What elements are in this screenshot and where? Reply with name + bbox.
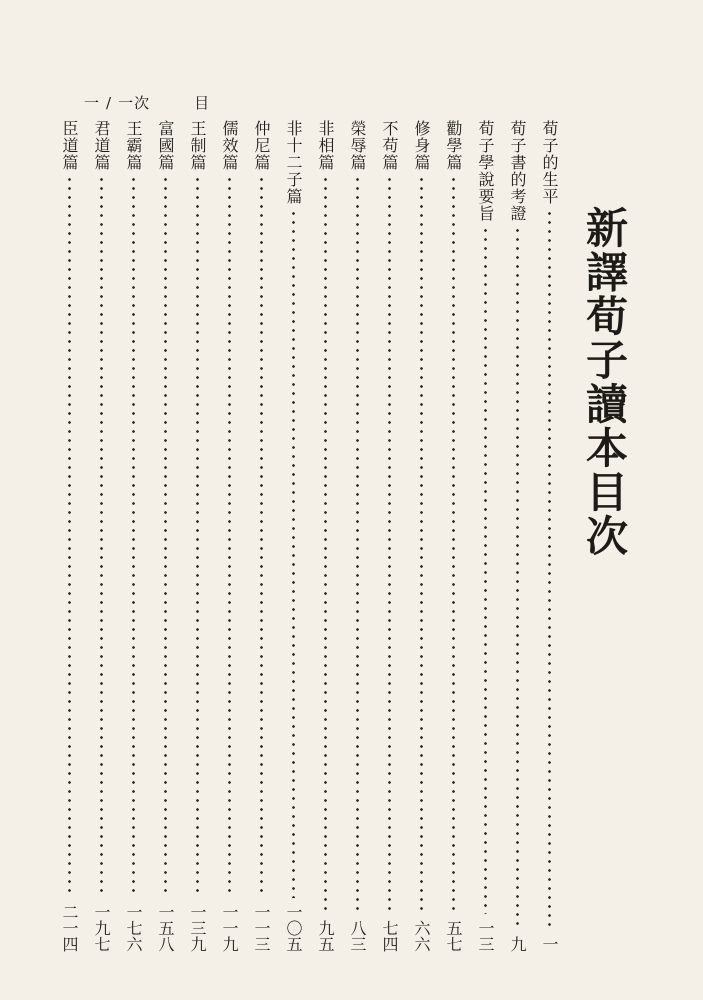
toc-entry-title: 非相篇 xyxy=(316,120,335,171)
toc-entry-title: 非十二子篇 xyxy=(284,120,303,205)
toc-entry-title: 富國篇 xyxy=(156,120,175,171)
toc-entry xyxy=(506,120,528,952)
toc-entry-title: 儒效篇 xyxy=(220,120,239,171)
toc-entry-page: 五七 xyxy=(444,920,463,952)
header-section-char: 目 xyxy=(194,94,211,112)
toc-entry-title: 君道篇 xyxy=(92,120,111,171)
toc-entry-page: 一一九 xyxy=(220,904,239,952)
header-separator: / xyxy=(106,94,113,112)
leader-dots xyxy=(100,175,103,898)
toc-entry-page: 一三九 xyxy=(188,904,207,952)
toc-entry-title: 王霸篇 xyxy=(124,120,143,171)
leader-dots xyxy=(548,209,551,930)
header-chapter-char: 次 xyxy=(134,94,151,112)
toc-entry xyxy=(122,120,144,952)
leader-dots xyxy=(420,175,423,914)
header-page-number: 一 xyxy=(84,94,101,112)
toc-entry-title: 修身篇 xyxy=(412,120,431,171)
toc-entry-page: 七四 xyxy=(380,920,399,952)
toc-entry-page: 一三 xyxy=(476,920,495,952)
leader-dots xyxy=(292,209,295,898)
toc-entry-page: 六六 xyxy=(412,920,431,952)
toc-entry-title: 荀子的生平 xyxy=(540,120,559,205)
leader-dots xyxy=(228,175,231,898)
toc-entry-page: 一七六 xyxy=(124,904,143,952)
toc-entry-title: 仲尼篇 xyxy=(252,120,271,171)
toc-entry-page: 一一三 xyxy=(252,904,271,952)
leader-dots xyxy=(388,175,391,914)
toc-entry-title: 荀子學說要旨 xyxy=(476,120,495,222)
leader-dots xyxy=(260,175,263,898)
leader-dots xyxy=(324,175,327,914)
toc-entry-title: 王制篇 xyxy=(188,120,207,171)
toc-entry xyxy=(314,120,336,952)
leader-dots xyxy=(484,226,487,914)
toc-entry xyxy=(58,120,80,952)
header-dash: 一 xyxy=(118,94,135,112)
toc-entry-page: 一九七 xyxy=(92,904,111,952)
leader-dots xyxy=(452,175,455,914)
toc-entry-page: 二一四 xyxy=(60,904,79,952)
toc-entry-page: 一〇五 xyxy=(284,904,303,952)
toc-entry-title: 臣道篇 xyxy=(60,120,79,171)
toc-entry xyxy=(378,120,400,952)
toc-entry xyxy=(442,120,464,952)
toc-entry xyxy=(250,120,272,952)
leader-dots xyxy=(356,175,359,914)
leader-dots xyxy=(196,175,199,898)
toc-entry-page: 九 xyxy=(508,936,527,952)
toc-entry xyxy=(474,120,496,952)
toc-entry-page: 一 xyxy=(540,936,559,952)
leader-dots xyxy=(516,226,519,930)
leader-dots xyxy=(132,175,135,898)
leader-dots xyxy=(68,175,71,898)
toc-entry-title: 勸學篇 xyxy=(444,120,463,171)
toc-entry xyxy=(282,120,304,952)
toc-entry-page: 一五八 xyxy=(156,904,175,952)
toc-entry xyxy=(218,120,240,952)
toc-entry-title: 榮辱篇 xyxy=(348,120,367,171)
toc-entry xyxy=(346,120,368,952)
page-title: 新譯荀子讀本目次 xyxy=(580,206,629,558)
toc-entry-title: 荀子書的考證 xyxy=(508,120,527,222)
toc-entry xyxy=(154,120,176,952)
toc-entry xyxy=(538,120,560,952)
toc-entry xyxy=(410,120,432,952)
toc-entry-title: 不苟篇 xyxy=(380,120,399,171)
toc-entry xyxy=(90,120,112,952)
toc-entry-page: 八三 xyxy=(348,920,367,952)
toc-entry-page: 九五 xyxy=(316,920,335,952)
toc-entry xyxy=(186,120,208,952)
leader-dots xyxy=(164,175,167,898)
